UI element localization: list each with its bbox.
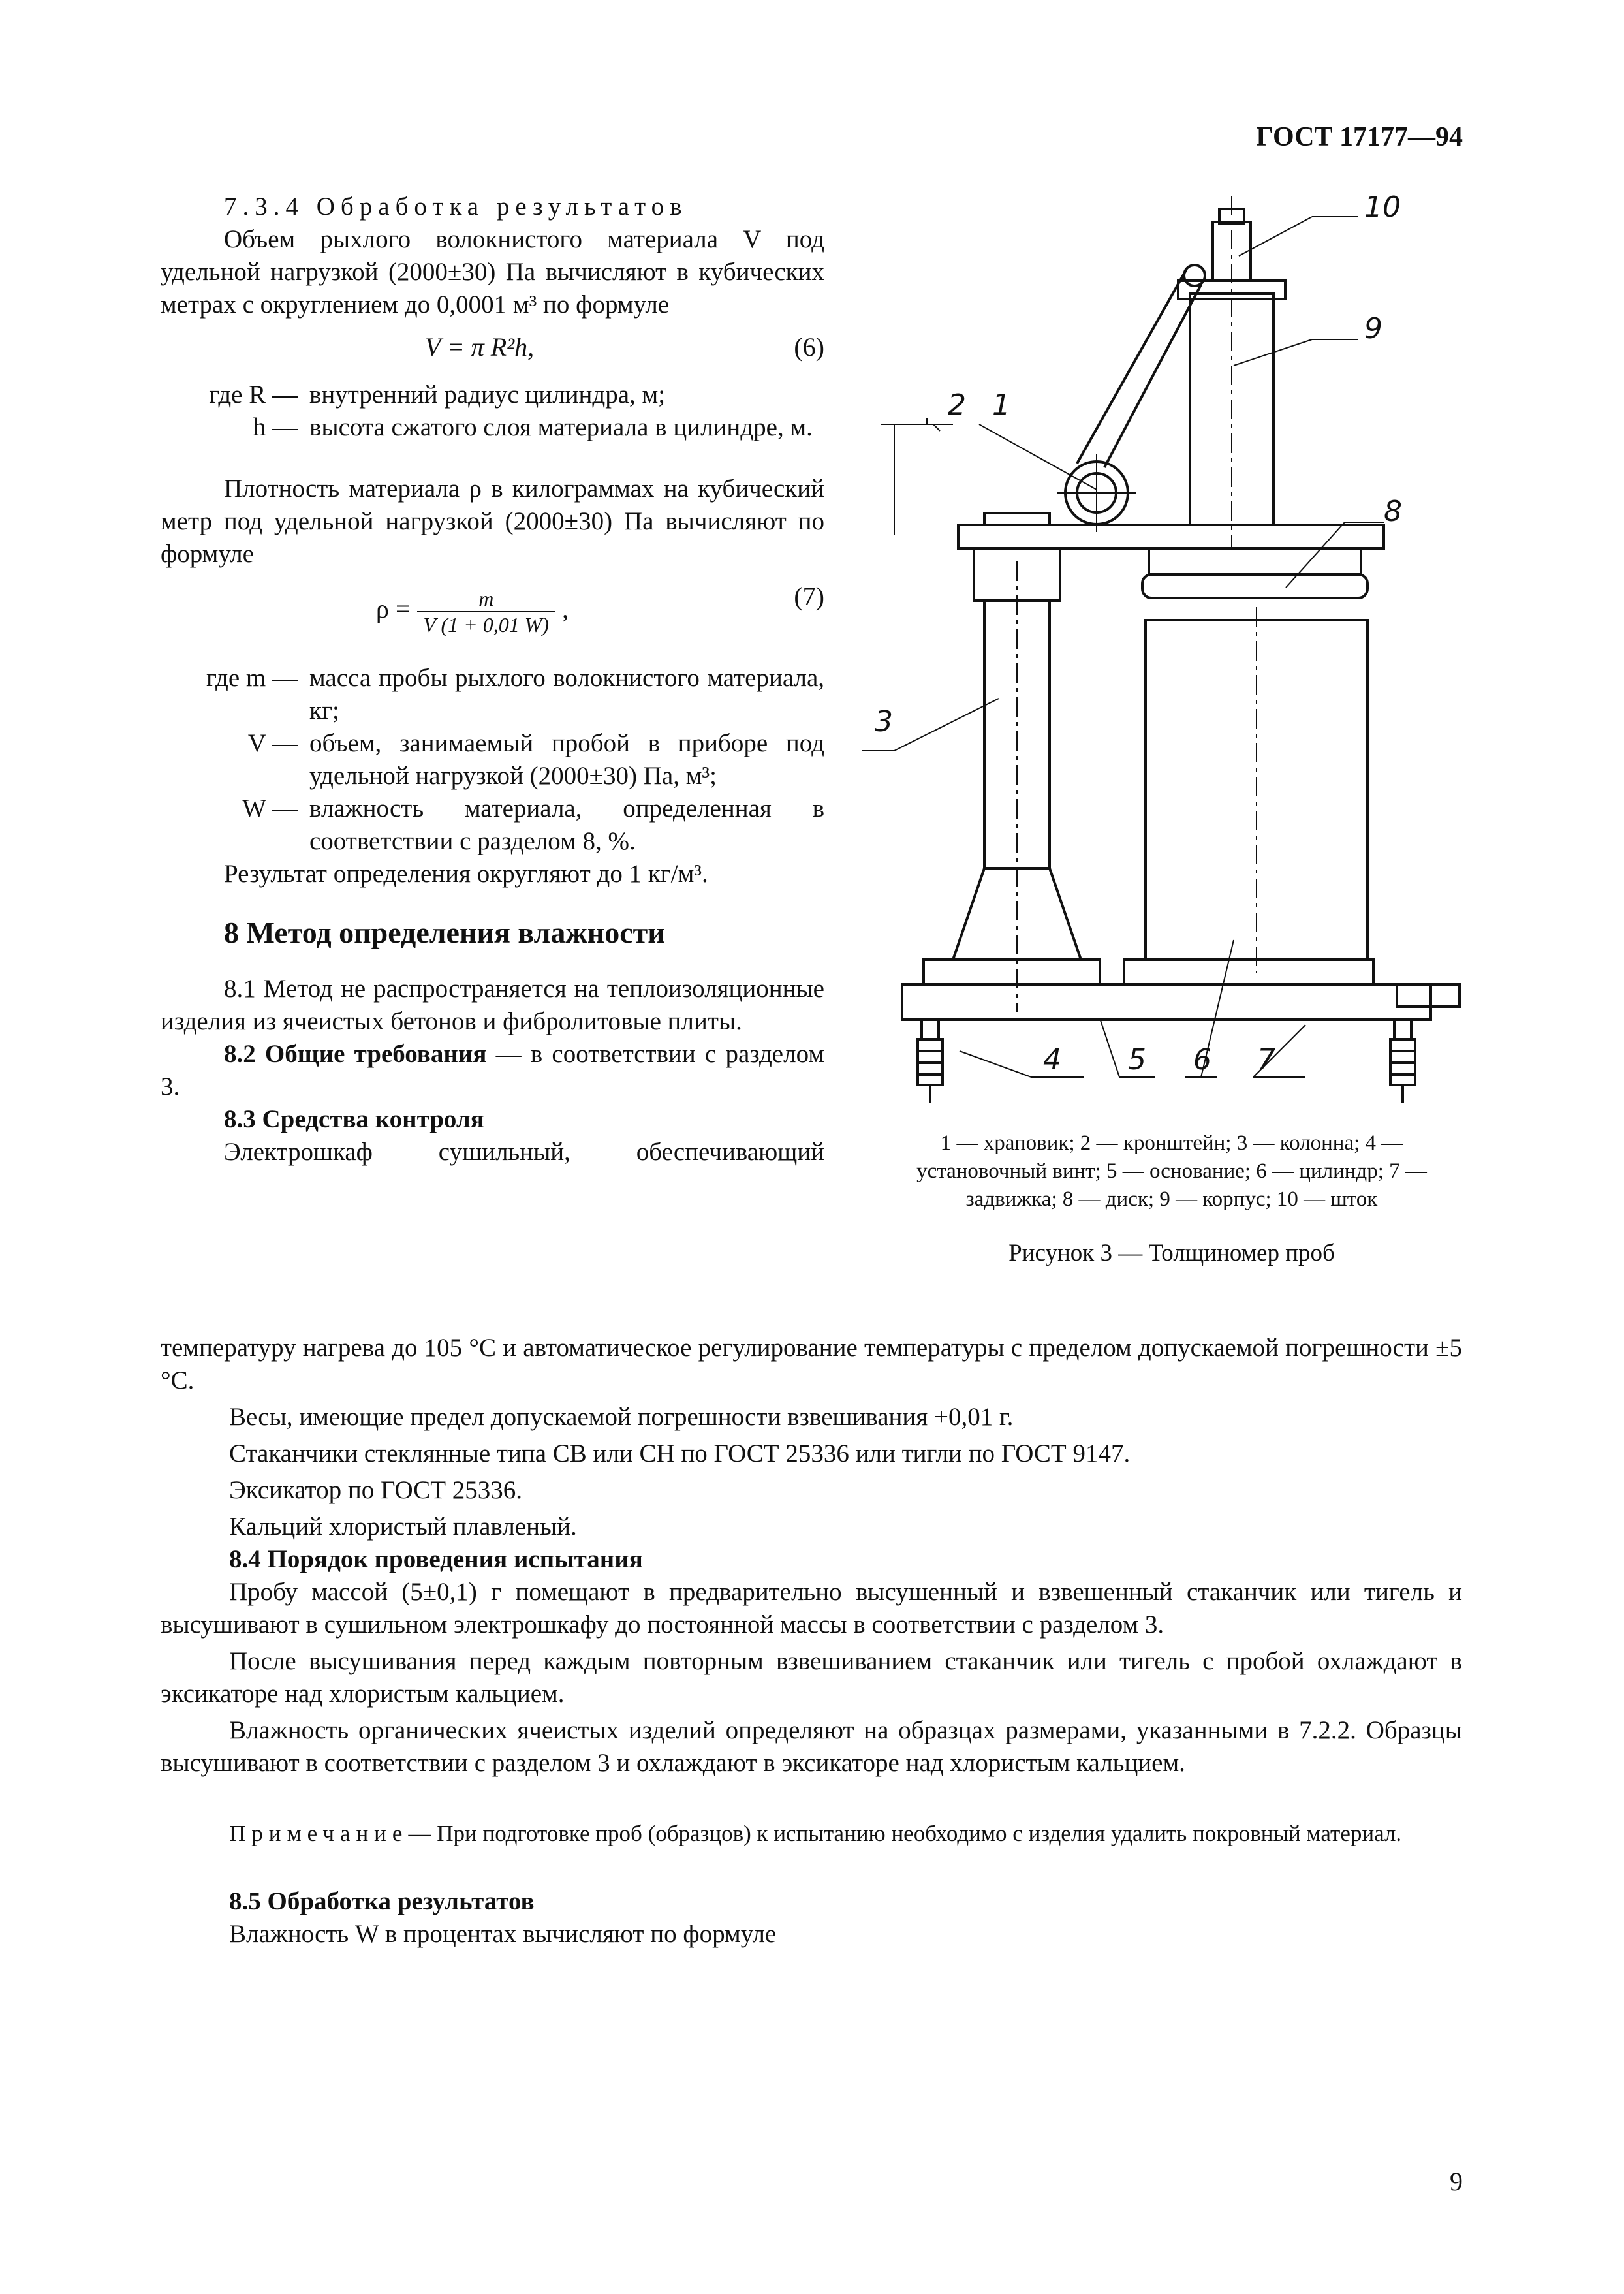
paragraph-8-4-a: Пробу массой (5±0,1) г помещают в предварительно высушенный и взвешенный стаканчик или тигель и высушивают в сушильном электрошкафу до постоянной массы в соответствии с разделом 3. (161, 1578, 1462, 1639)
label-8: 8 (1384, 495, 1402, 528)
where-item (161, 793, 824, 858)
paragraph-8-4-c: Влажность органических ячеистых изделий определяют на образцах размерами, указанными в 7.2.2. Образцы высушивают в соответствии с разделом 3 и охлаждают в эксикаторе над хлористым кальцием. (161, 1716, 1462, 1777)
where-symbol: W — (242, 794, 298, 823)
paragraph-volume: Объем рыхлого волокнистого материала V под удельной нагрузкой (2000±30) Па вычисляют в кубических метрах с округлением до 0,0001 м³ по формуле (161, 225, 824, 319)
label-4: 4 (1043, 1043, 1061, 1076)
thickness-gauge-drawing (862, 183, 1475, 1110)
where-definition: внутренний радиус цилиндра, м; (309, 381, 666, 409)
where-item (161, 662, 824, 727)
section-8-title: 8 Метод определения влажности (224, 916, 665, 949)
label-9: 9 (1364, 312, 1382, 345)
where-symbol: h — (253, 413, 298, 441)
formula-7-lhs: ρ = (376, 594, 411, 624)
result-rounding: Результат определения округляют до 1 кг/м³. (224, 860, 708, 888)
paragraph-glasses: Стаканчики стеклянные типа СВ или СН по ГОСТ 25336 или тигли по ГОСТ 9147. (229, 1439, 1131, 1468)
cylinder-foot (1124, 960, 1373, 984)
formula-6: V = π R²h, (425, 332, 535, 362)
label-5: 5 (1128, 1043, 1146, 1076)
where-definition: влажность материала, определенная в соответствии с разделом 8, %. (309, 794, 824, 855)
paragraph-8-5: Влажность W в процентах вычисляют по формуле (229, 1920, 777, 1948)
formula-7 (376, 586, 569, 637)
document-code-header: ГОСТ 17177—94 (1256, 122, 1463, 152)
paragraph-8-2-tail: — в соответствии с разделом 3. (161, 1040, 825, 1101)
paragraph-8-1: 8.1 Метод не распространяется на теплоизоляционные изделия из ячеистых бетонов и фибролитовые плиты. (161, 975, 824, 1035)
paragraph-8-4-b: После высушивания перед каждым повторным взвешиванием стаканчик или тигель с пробой охлаждают в эксикаторе над хлористым кальцием. (161, 1647, 1462, 1708)
where-item (161, 727, 824, 793)
page-number: 9 (1450, 2167, 1463, 2196)
leveling-screw-right (1390, 1020, 1415, 1103)
where-definition: масса пробы рыхлого волокнистого материала, кг; (309, 664, 824, 725)
equation-number-7: (7) (794, 582, 824, 611)
section-7-3-4-title: 7.3.4 Обработка результатов (224, 193, 688, 221)
where-item (161, 411, 813, 444)
full-width-body (161, 1332, 1462, 1951)
label-6: 6 (1193, 1043, 1211, 1076)
where-list-2 (161, 662, 824, 858)
note (161, 1819, 1462, 1849)
label-7: 7 (1257, 1043, 1275, 1076)
label-1: 1 (992, 388, 1010, 422)
paragraph-8-2-head: 8.2 Общие требования (224, 1040, 487, 1068)
latch (1397, 984, 1460, 1007)
label-2: 2 (948, 388, 966, 422)
figure-legend: 1 — храповик; 2 — кронштейн; 3 — колонна; 4 — установочный винт; 5 — основание; 6 — цилиндр; 7 — задвижка; 8 — диск; 9 — корпус; 10 — шток (916, 1131, 1427, 1211)
section-8-4-title: 8.4 Порядок проведения испытания (229, 1545, 643, 1573)
formula-7-fraction (417, 586, 556, 637)
figure-3 (862, 183, 1475, 1110)
note-tail: — При подготовке проб (образцов) к испытанию необходимо с изделия удалить покровный материал. (408, 1821, 1402, 1846)
where-symbol: V — (247, 729, 298, 757)
paragraph-density: Плотность материала ρ в килограммах на кубический метр под удельной нагрузкой (2000±30) Па вычисляют по формуле (161, 475, 824, 568)
paragraph-desiccator: Эксикатор по ГОСТ 25336. (229, 1476, 523, 1504)
figure-caption: Рисунок 3 — Толщиномер проб (1008, 1240, 1335, 1266)
formula-7-numerator: m (417, 586, 556, 612)
section-8-5-title: 8.5 Обработка результатов (229, 1887, 535, 1915)
paragraph-scales: Весы, имеющие предел допускаемой погрешности взвешивания +0,01 г. (229, 1403, 1014, 1431)
formula-7-tail: , (562, 594, 569, 624)
section-8-3-title: 8.3 Средства контроля (224, 1105, 484, 1133)
leveling-screw-left (918, 1020, 943, 1103)
where-definition: объем, занимаемый пробой в приборе под удельной нагрузкой (2000±30) Па, м³; (309, 729, 824, 790)
label-10: 10 (1364, 191, 1401, 224)
paragraph-calcium: Кальций хлористый плавленый. (229, 1513, 577, 1541)
bracket-arm (958, 525, 1384, 548)
pulley (1184, 265, 1205, 286)
where-definition: высота сжатого слоя материала в цилиндре, м. (309, 413, 813, 441)
equation-number-6: (6) (794, 332, 824, 362)
paragraph-8-3-line1: Электрошкаф сушильный, обеспечивающий (224, 1138, 824, 1166)
column-foot (924, 960, 1100, 984)
where-item (161, 379, 813, 411)
where-list-1 (161, 379, 813, 444)
paragraph-8-2 (161, 1038, 824, 1103)
note-head: Примечание (229, 1821, 409, 1846)
leader-lines (862, 217, 1384, 1077)
base-plate (902, 984, 1431, 1020)
disk (1142, 574, 1367, 598)
formula-7-row (161, 581, 824, 653)
paragraph-8-3-line2: температуру нагрева до 105 °С и автоматическое регулирование температуры с пределом допускаемой погрешности ±5 °С. (161, 1334, 1462, 1394)
formula-7-denominator: V (1 + 0,01 W) (423, 613, 550, 636)
left-column (161, 191, 824, 1169)
where-symbol: где m — (206, 664, 298, 692)
formula-6-row (161, 328, 824, 373)
label-3: 3 (875, 705, 893, 738)
where-symbol: где R — (209, 381, 298, 409)
